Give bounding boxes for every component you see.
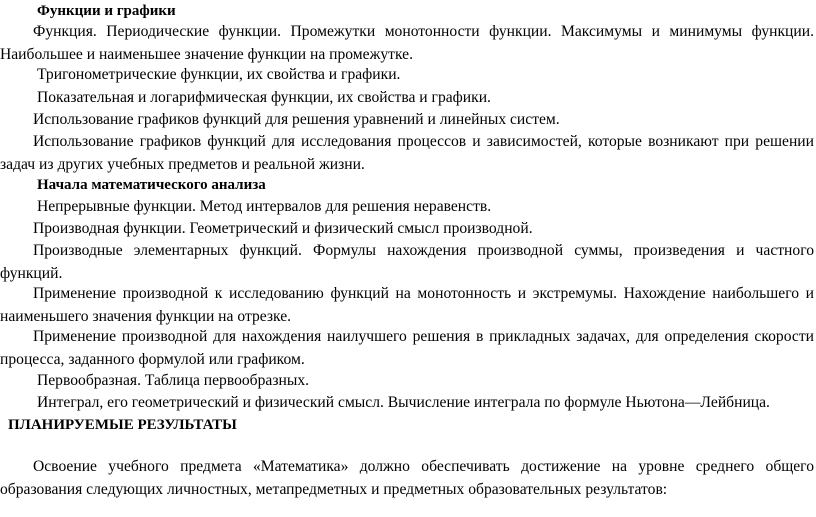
paragraph-exponential-logarithmic: Показательная и логарифмическая функции, их свойства и графики. <box>37 89 491 106</box>
paragraph-integral: Интеграл, его геометрический и физический смысл. Вычисление интеграла по формуле Ньютона—Лейбница. <box>37 394 770 411</box>
paragraph-monotonicity-extrema: Применение производной к исследованию функций на монотонность и экстремумы. Нахождение наибольшего и наименьшего значения функции на отрезке. <box>0 285 814 325</box>
paragraph-continuous-functions: Непрерывные функции. Метод интервалов для решения неравенств. <box>37 198 492 215</box>
paragraph-results-intro: Освоение учебного предмета «Математика» должно обеспечивать достижение на уровне среднего общего образования следующих личностных, метапредметных и предметных образовательных результатов: <box>0 458 814 498</box>
paragraph-trigonometric-functions: Тригонометрические функции, их свойства и графики. <box>37 66 401 83</box>
heading-functions-and-graphs: Функции и графики <box>37 3 176 19</box>
heading-calculus-basics: Начала математического анализа <box>37 177 266 193</box>
paragraph-antiderivative: Первообразная. Таблица первообразных. <box>37 372 310 389</box>
heading-planned-results: ПЛАНИРУЕМЫЕ РЕЗУЛЬТАТЫ <box>8 417 237 433</box>
paragraph-functions-intro: Функция. Периодические функции. Промежутки монотонности функции. Максимумы и минимумы функции. Наибольшее и наименьшее значение функции на промежутке. <box>0 23 814 63</box>
paragraph-graphs-for-equations: Использование графиков функций для решения уравнений и линейных систем. <box>33 111 560 128</box>
paragraph-applied-optimization: Применение производной для нахождения наилучшего решения в прикладных задачах, для определения скорости процесса, заданного формулой или графиком. <box>0 328 814 368</box>
paragraph-elementary-derivatives: Производные элементарных функций. Формулы нахождения производной суммы, произведения и частного функций. <box>0 242 814 282</box>
paragraph-derivative-meaning: Производная функции. Геометрический и физический смысл производной. <box>33 220 533 237</box>
paragraph-graphs-for-research: Использование графиков функций для исследования процессов и зависимостей, которые возникают при решении задач из других учебных предметов и реальной жизни. <box>0 133 814 173</box>
